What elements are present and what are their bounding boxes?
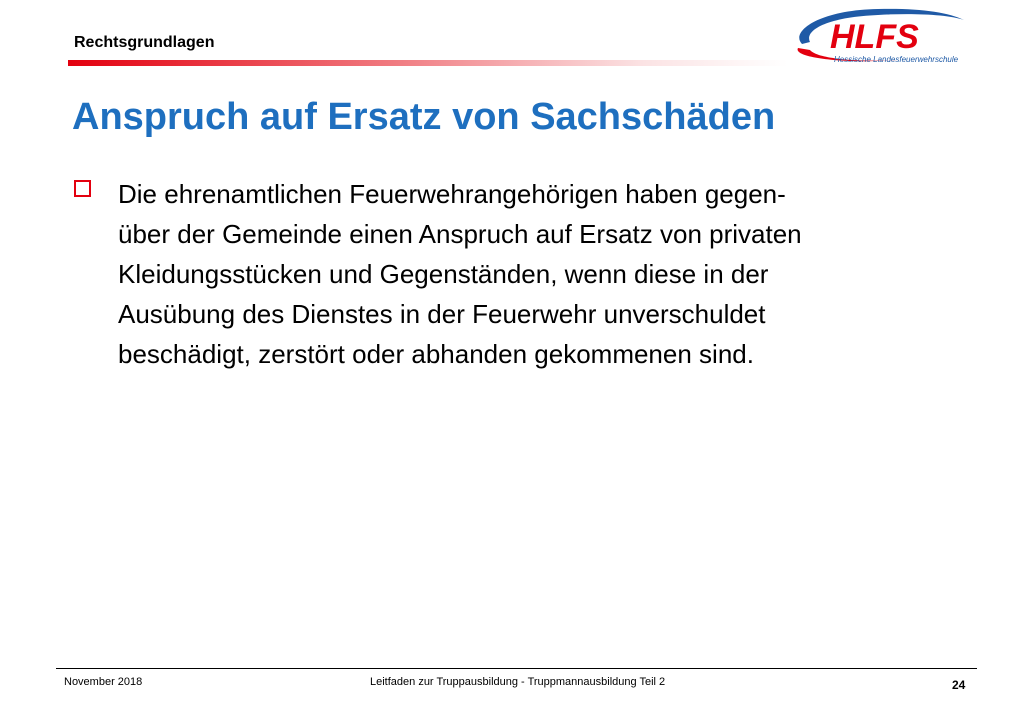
header-gradient-rule <box>68 60 788 66</box>
page-number: 24 <box>952 678 966 692</box>
bullet-square-icon <box>74 180 91 197</box>
logo-text: HLFS <box>830 18 919 56</box>
section-label: Rechtsgrundlagen <box>74 34 215 51</box>
footer-date: November 2018 <box>64 676 143 688</box>
bullet-line: beschädigt, zerstört oder abhanden gekommenen sind. <box>118 339 754 369</box>
bullet-line: über der Gemeinde einen Anspruch auf Ersatz von privaten <box>118 219 802 249</box>
bullet-line: Die ehrenamtlichen Feuerwehrangehörigen haben gegen- <box>118 179 786 209</box>
hlfs-logo-graphic <box>788 4 968 66</box>
slide-title: Anspruch auf Ersatz von Sachschäden <box>72 96 776 138</box>
logo-subtitle: Hessische Landesfeuerwehrschule <box>834 55 959 64</box>
footer-rule <box>56 668 977 669</box>
bullet-text <box>118 174 974 374</box>
bullet-item <box>74 174 974 374</box>
footer-course-title: Leitfaden zur Truppausbildung - Truppmannausbildung Teil 2 <box>370 676 666 688</box>
hlfs-logo <box>788 4 968 66</box>
bullet-line: Kleidungsstücken und Gegenständen, wenn diese in der <box>118 259 769 289</box>
bullet-line: Ausübung des Dienstes in der Feuerwehr unverschuldet <box>118 299 766 329</box>
